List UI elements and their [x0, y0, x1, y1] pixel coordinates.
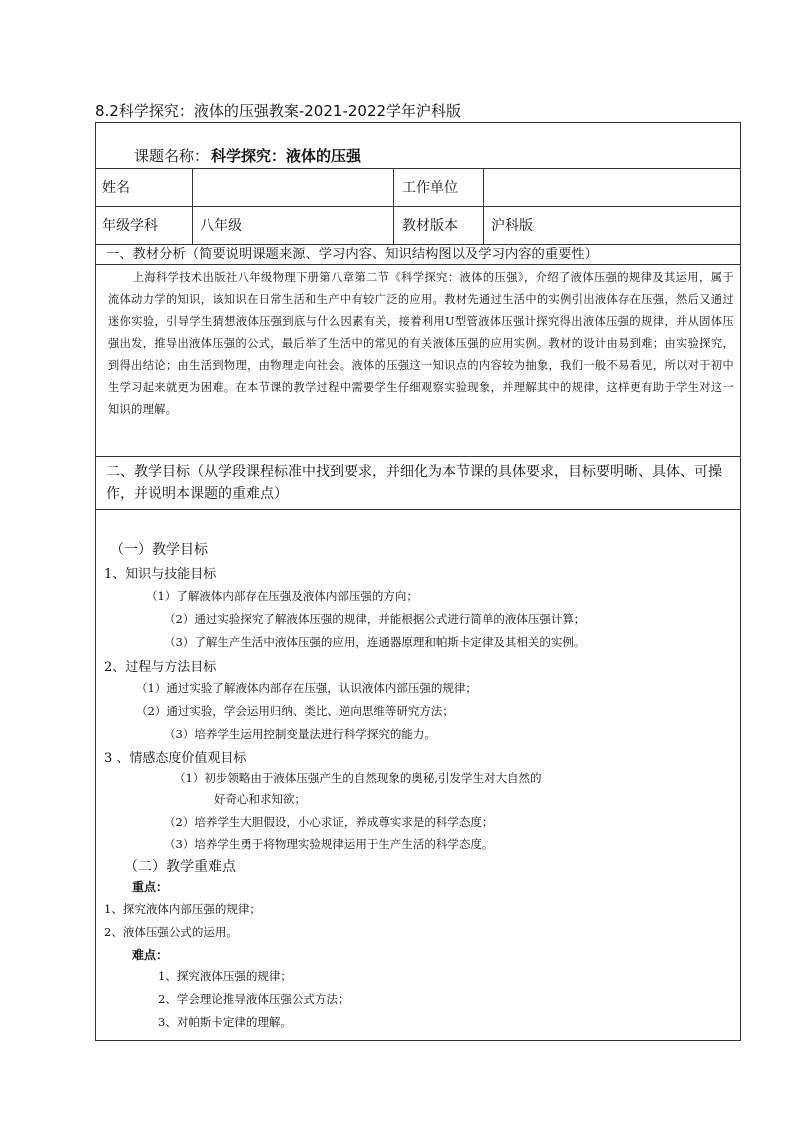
emotion-item: （3）培养学生勇于将物理实验规律运用于生产生活的科学态度。 [164, 837, 494, 851]
key-points-label: 重点： [132, 880, 169, 894]
emotion-item: （1）初步领略由于液体压强产生的自然现象的奥秘,引发学生对大自然的 [174, 771, 542, 785]
course-value: 科学探究：液体的压强 [211, 147, 362, 165]
difficult-point-item: 1、探究液体压强的规律； [158, 969, 292, 983]
goals-title: （一）教学目标 [110, 542, 208, 558]
grade-subject-label: 年级学科 [102, 218, 158, 234]
knowledge-skills-title: 1、知识与技能目标 [104, 567, 217, 582]
knowledge-item: （2）通过实验探究了解液体压强的规律，并能根据公式进行简单的液体压强计算； [164, 612, 586, 626]
key-difficult-title: （二）教学重难点 [124, 859, 236, 875]
row-divider [96, 456, 740, 457]
process-method-title: 2、过程与方法目标 [104, 660, 217, 675]
course-label: 课题名称： [134, 147, 210, 165]
difficult-points-label: 难点： [132, 948, 169, 962]
name-value [200, 179, 385, 197]
knowledge-item: （1）了解液体内部存在压强及液体内部压强的方向； [146, 589, 418, 603]
name-label: 姓名 [102, 180, 130, 196]
key-point-item: 2、液体压强公式的运用。 [104, 925, 238, 939]
lesson-plan-table [95, 122, 741, 1041]
analysis-heading: 一、教材分析（简要说明课题来源、学习内容、知识结构图以及学习内容的重要性） [106, 247, 598, 262]
emotion-item: 好奇心和求知欲； [214, 792, 306, 806]
row-divider [96, 509, 740, 510]
emotion-values-title: 3 、情感态度价值观目标 [104, 751, 247, 766]
process-item: （1）通过实验了解液体内部存在压强，认识液体内部压强的规律； [136, 681, 477, 695]
process-item: （3）培养学生运用控制变量法进行科学探究的能力。 [164, 727, 436, 741]
process-item: （2）通过实验，学会运用归纳、类比、逆向思维等研究方法； [136, 704, 454, 718]
grade-subject-value: 八年级 [200, 218, 242, 234]
work-unit-value [491, 179, 731, 197]
work-unit-label: 工作单位 [402, 180, 458, 196]
objectives-heading: 二、教学目标（从学段课程标准中找到要求，并细化为本节课的具体要求，目标要明晰、具体、可操作，并说明本课题的重难点） [106, 464, 722, 502]
col-divider [192, 168, 193, 244]
analysis-paragraph: 上海科学技术出版社八年级物理下册第八章第二节《科学探究：液体的压强》，介绍了液体压强的规律及其运用，属于流体动力学的知识，该知识在日常生活和生产中有较广泛的应用。教材先通过生活中的实例引出液体存在压强，然后又通过迷你实验，引导学生猜想液体压强到底与什么因素有关，接着利用U型管液体压强计探究得出液体压强的规律，并从固体压强出发，推导出液体压强的公式，最后举了生活中的常见的有关液体压强的应用实例。教材的设计由易到难；由实验探究，到得出结论；由生活到物理，由物理走向社会。液体的压强这一知识点的内容较为抽象，我们一般不易看见，所以对于初中生学习起来就更为困难。在本节课的教学过程中需要学生仔细观察实验现象，并理解其中的规律，这样更有助于学生对这一知识的理解。 [108, 271, 734, 416]
course-title [134, 145, 361, 166]
textbook-edition-label: 教材版本 [402, 218, 458, 234]
document-title: 8.2科学探究：液体的压强教案-2021-2022学年沪科版 [95, 102, 462, 120]
col-divider [483, 168, 484, 244]
emotion-item: （2）培养学生大胆假设，小心求证，养成尊实求是的科学态度； [164, 815, 494, 829]
col-divider [393, 168, 394, 244]
row-divider [96, 264, 740, 265]
difficult-point-item: 3、对帕斯卡定律的理解。 [158, 1015, 292, 1029]
knowledge-item: （3）了解生产生活中液体压强的应用，连通器原理和帕斯卡定律及其相关的实例。 [164, 635, 586, 649]
textbook-edition-value: 沪科版 [491, 218, 533, 234]
difficult-point-item: 2、学会理论推导液体压强公式方法； [158, 992, 350, 1006]
key-point-item: 1、探究液体内部压强的规律； [104, 902, 261, 916]
